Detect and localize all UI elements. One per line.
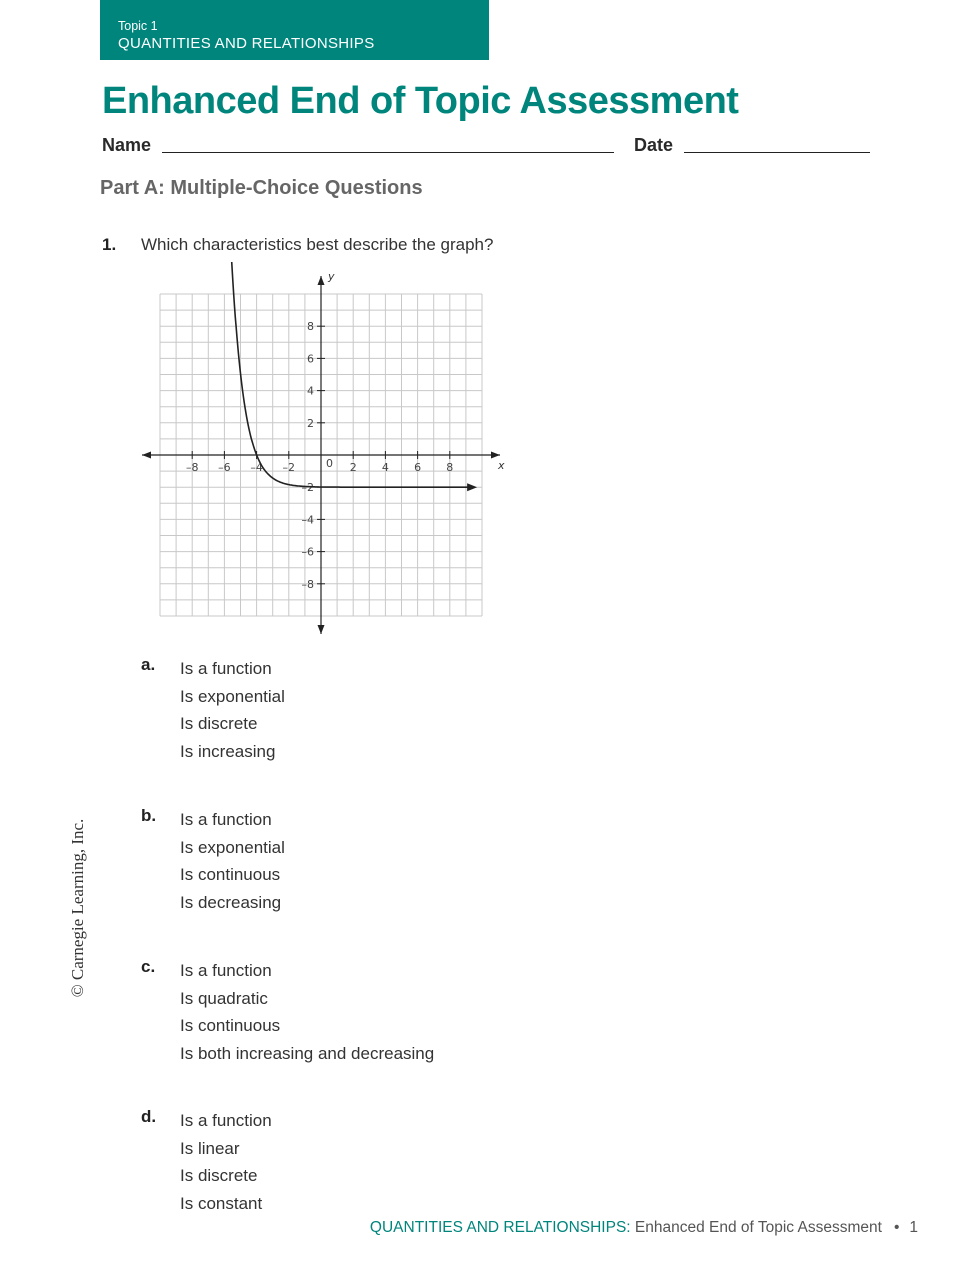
copyright-notice: © Carnegie Learning, Inc. xyxy=(68,818,87,998)
y-tick-label: 2 xyxy=(307,416,314,430)
topic-number: Topic 1 xyxy=(118,19,158,33)
x-axis-label: x xyxy=(498,459,505,472)
topic-banner xyxy=(100,0,489,60)
question-text: Which characteristics best describe the graph? xyxy=(141,235,494,254)
x-tick-label: 6 xyxy=(414,461,422,474)
choice-line: Is decreasing xyxy=(180,892,282,912)
choice-letter: b. xyxy=(141,806,157,825)
y-tick-label: 4 xyxy=(307,384,314,398)
choice-line: Is a function xyxy=(180,659,272,678)
footer-bullet: • xyxy=(893,1219,900,1236)
choice-letter: d. xyxy=(141,1107,157,1126)
y-tick-label: –6 xyxy=(301,545,314,559)
footer-separator: : xyxy=(626,1219,631,1236)
y-axis-arrow-up-icon xyxy=(318,276,325,285)
x-tick-label: 8 xyxy=(446,461,454,474)
y-axis-label: y xyxy=(328,270,335,283)
curve-arrow-right-icon xyxy=(467,483,477,491)
choice-line: Is discrete xyxy=(180,1166,258,1186)
x-tick-label: –4 xyxy=(250,461,263,474)
choice-line: Is continuous xyxy=(180,865,281,885)
date-line xyxy=(684,152,870,153)
y-tick-label: –8 xyxy=(301,577,314,591)
name-label: Name xyxy=(102,135,152,155)
choice-line: Is both increasing and decreasing xyxy=(180,1043,435,1063)
x-tick-label: 4 xyxy=(381,461,389,474)
origin-label: 0 xyxy=(326,457,333,470)
name-line xyxy=(162,152,614,153)
page-footer xyxy=(370,1219,918,1237)
part-heading: Part A: Multiple-Choice Questions xyxy=(100,177,423,199)
x-tick-label: 2 xyxy=(349,461,357,474)
choice-letter: c. xyxy=(141,957,156,976)
choice-line: Is discrete xyxy=(180,714,258,734)
y-tick-label: –4 xyxy=(301,513,314,527)
x-tick-label: –8 xyxy=(185,461,199,474)
topic-name: QUANTITIES AND RELATIONSHIPS xyxy=(118,35,375,52)
choice-line: Is a function xyxy=(180,1111,272,1130)
x-tick-label: –2 xyxy=(282,461,296,474)
choice-line: Is exponential xyxy=(180,686,285,706)
y-tick-label: 8 xyxy=(307,320,314,334)
x-tick-label: –6 xyxy=(218,461,231,474)
choice-line: Is a function xyxy=(180,810,272,829)
x-axis-arrow-left-icon xyxy=(142,452,151,459)
date-label: Date xyxy=(634,135,674,155)
choice-line: Is continuous xyxy=(180,1016,281,1036)
choice-line: Is increasing xyxy=(180,741,276,761)
choice-line: Is a function xyxy=(180,961,272,980)
function-graph xyxy=(130,262,520,642)
choice-letter: a. xyxy=(141,655,156,674)
choice-line: Is quadratic xyxy=(180,988,268,1008)
question-number: 1. xyxy=(102,235,117,254)
choice-line: Is exponential xyxy=(180,837,285,857)
page-title: Enhanced End of Topic Assessment xyxy=(102,80,739,122)
graph-axes xyxy=(142,276,500,634)
footer-topic: QUANTITIES AND RELATIONSHIPS xyxy=(369,1219,627,1236)
y-axis-arrow-down-icon xyxy=(318,625,325,634)
footer-title: Enhanced End of Topic Assessment xyxy=(630,1219,882,1236)
x-axis-arrow-right-icon xyxy=(491,452,500,459)
choice-line: Is linear xyxy=(180,1138,240,1158)
y-tick-label: –2 xyxy=(301,481,314,495)
y-tick-label: 6 xyxy=(307,352,314,366)
page-number: 1 xyxy=(909,1219,918,1236)
choice-line: Is constant xyxy=(180,1193,263,1213)
